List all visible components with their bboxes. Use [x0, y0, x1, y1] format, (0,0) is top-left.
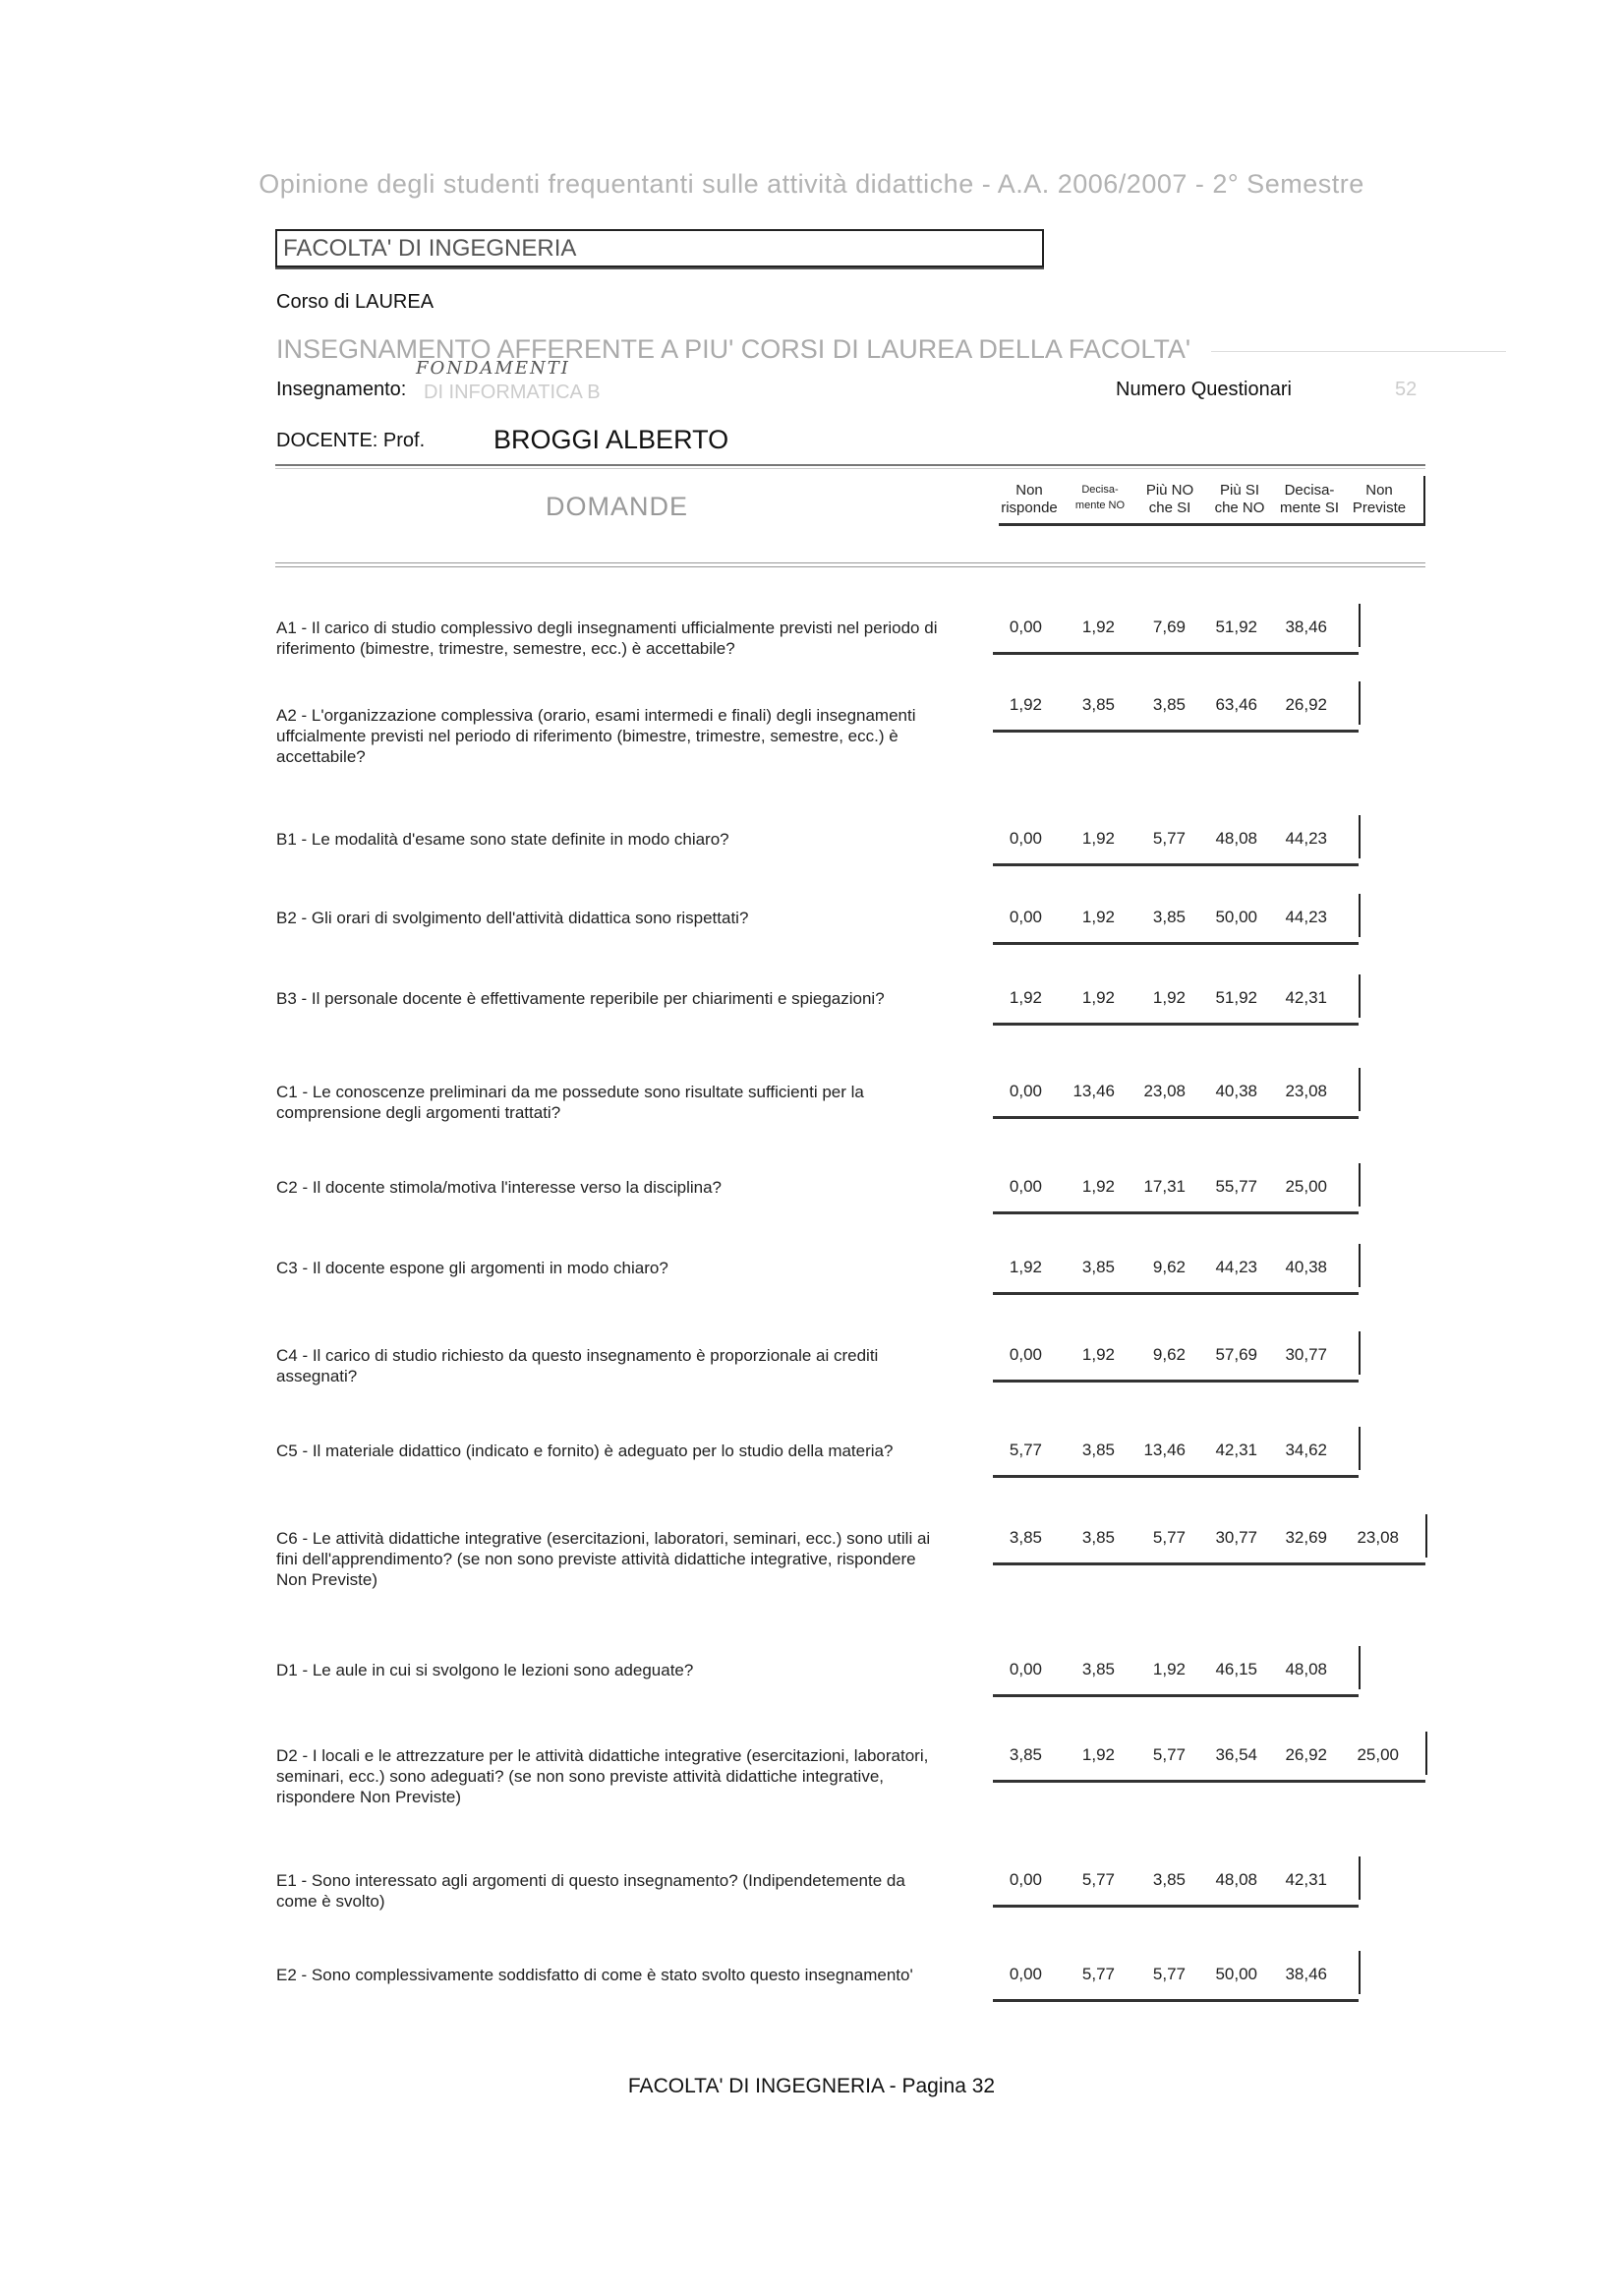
column-header-line2: mente NO: [1074, 500, 1126, 511]
value-cell: 42,31: [1215, 1441, 1257, 1459]
value-cell: 38,46: [1285, 618, 1327, 636]
insegnamento-handwritten-note: FONDAMENTI: [416, 358, 570, 379]
value-cell: 40,38: [1215, 1082, 1257, 1100]
table-row-values: [993, 681, 1361, 725]
value-cell: 38,46: [1285, 1965, 1327, 1983]
value-cell: 1,92: [1009, 1258, 1042, 1276]
value-cell: 25,00: [1357, 1745, 1399, 1764]
column-header-line1: Più NO: [1145, 482, 1194, 499]
question-text: A1 - Il carico di studio complessivo degli insegnamenti ufficialmente previsti nel periodo di riferimento (bimestre, trimestre, semestre, ecc.) è accettabile?: [276, 618, 938, 658]
table-row-values: [993, 815, 1361, 858]
column-header-line1: Non: [1015, 482, 1043, 499]
value-cell: 1,92: [1081, 618, 1115, 636]
value-cell: 5,77: [1152, 1745, 1186, 1764]
value-cell: 3,85: [1081, 695, 1115, 714]
value-cell: 46,15: [1215, 1660, 1257, 1678]
column-header: [1343, 482, 1416, 517]
value-cell: 0,00: [1009, 1345, 1042, 1364]
value-cell: 57,69: [1215, 1345, 1257, 1364]
question-text: B2 - Gli orari di svolgimento dell'attività didattica sono rispettati?: [276, 909, 749, 927]
value-cell: 1,92: [1081, 829, 1115, 848]
value-cell: 36,54: [1215, 1745, 1257, 1764]
value-cell: 42,31: [1285, 988, 1327, 1007]
table-row-values: [993, 1331, 1361, 1375]
value-cell: 30,77: [1215, 1528, 1257, 1547]
value-cell: 1,92: [1081, 1345, 1115, 1364]
row-underline: [993, 942, 1359, 945]
column-header-line2: Previste: [1352, 500, 1407, 516]
value-cell: 3,85: [1152, 908, 1186, 926]
table-row-values: [993, 1427, 1361, 1470]
column-header-line2: che NO: [1214, 500, 1265, 516]
table-row-values: [993, 1646, 1361, 1689]
value-cell: 1,92: [1009, 988, 1042, 1007]
row-underline: [993, 1562, 1425, 1565]
column-header: [1064, 482, 1136, 513]
column-header: [1133, 482, 1206, 517]
value-cell: 0,00: [1009, 1177, 1042, 1196]
faculty-box: [275, 229, 1044, 267]
divider: [275, 464, 1425, 466]
value-cell: 9,62: [1152, 1345, 1186, 1364]
value-cell: 17,31: [1143, 1177, 1186, 1196]
question-text: C2 - Il docente stimola/motiva l'interesse verso la disciplina?: [276, 1178, 722, 1197]
table-row-values: [993, 1244, 1361, 1287]
question-text: D1 - Le aule in cui si svolgono le lezioni sono adeguate?: [276, 1661, 694, 1679]
corso-label: Corso di LAUREA: [276, 291, 435, 313]
value-cell: 0,00: [1009, 829, 1042, 848]
row-underline: [993, 1999, 1359, 2002]
question-text: C5 - Il materiale didattico (indicato e fornito) è adeguato per lo studio della materia?: [276, 1442, 894, 1460]
value-cell: 3,85: [1009, 1528, 1042, 1547]
value-cell: 0,00: [1009, 908, 1042, 926]
question-text: C4 - Il carico di studio richiesto da questo insegnamento è proporzionale ai crediti assegnati?: [276, 1346, 879, 1385]
value-cell: 5,77: [1152, 1965, 1186, 1983]
value-cell: 3,85: [1081, 1528, 1115, 1547]
value-cell: 23,08: [1285, 1082, 1327, 1100]
value-cell: 44,23: [1285, 829, 1327, 848]
table-row-values: [993, 1514, 1427, 1558]
value-cell: 42,31: [1285, 1870, 1327, 1889]
question-text: E1 - Sono interessato agli argomenti di questo insegnamento? (Indipendetemente da come è svolto): [276, 1871, 905, 1911]
value-cell: 48,08: [1215, 829, 1257, 848]
table-row-values: [993, 894, 1361, 937]
value-cell: 34,62: [1285, 1441, 1327, 1459]
divider: [1211, 351, 1506, 352]
divider: [275, 562, 1425, 567]
value-cell: 26,92: [1285, 1745, 1327, 1764]
value-cell: 44,23: [1215, 1258, 1257, 1276]
survey-title: Opinione degli studenti frequentanti sulle attività didattiche - A.A. 2006/2007 - 2° Semestre: [259, 169, 1364, 199]
value-cell: 48,08: [1285, 1660, 1327, 1678]
value-cell: 3,85: [1081, 1660, 1115, 1678]
value-cell: 5,77: [1009, 1441, 1042, 1459]
table-row-values: [993, 604, 1361, 647]
row-underline: [993, 863, 1359, 866]
row-underline: [993, 1023, 1359, 1026]
row-underline: [993, 1905, 1359, 1908]
divider: [275, 468, 1425, 469]
table-row-values: [993, 1856, 1361, 1900]
value-cell: 48,08: [1215, 1870, 1257, 1889]
value-cell: 3,85: [1009, 1745, 1042, 1764]
value-cell: 0,00: [1009, 1082, 1042, 1100]
column-header-line1: Decisa-: [1284, 482, 1335, 499]
row-underline: [993, 1292, 1359, 1295]
value-cell: 23,08: [1357, 1528, 1399, 1547]
value-cell: 40,38: [1285, 1258, 1327, 1276]
row-underline: [993, 1211, 1359, 1214]
value-cell: 63,46: [1215, 695, 1257, 714]
value-cell: 32,69: [1285, 1528, 1327, 1547]
value-cell: 1,92: [1081, 908, 1115, 926]
docente-name: BROGGI ALBERTO: [493, 425, 729, 454]
row-underline: [993, 1475, 1359, 1478]
value-cell: 44,23: [1285, 908, 1327, 926]
table-row-values: [993, 1732, 1427, 1775]
column-header-line2: che SI: [1148, 500, 1191, 516]
row-underline: [993, 652, 1359, 655]
page-footer: FACOLTA' DI INGEGNERIA - Pagina 32: [627, 2075, 996, 2097]
value-cell: 0,00: [1009, 1870, 1042, 1889]
table-row-values: [993, 1163, 1361, 1207]
value-cell: 1,92: [1081, 1745, 1115, 1764]
value-cell: 7,69: [1152, 618, 1186, 636]
table-row-values: [993, 1068, 1361, 1111]
value-cell: 50,00: [1215, 908, 1257, 926]
row-underline: [993, 1694, 1359, 1697]
column-header-line1: Più SI: [1219, 482, 1260, 499]
insegnamento-heading: INSEGNAMENTO AFFERENTE A PIU' CORSI DI LAUREA DELLA FACOLTA': [276, 334, 1191, 364]
question-text: D2 - I locali e le attrezzature per le attività didattiche integrative (esercitazioni, laboratori, seminari, ecc.) sono adeguati? (se non sono previste attività didattiche integrative, rispondere Non Previste): [276, 1746, 929, 1806]
question-text: C6 - Le attività didattiche integrative (esercitazioni, laboratori, seminari, ecc.) sono utili ai fini dell'apprendimento? (se non sono previste attività didattiche integrative, rispondere Non Previste): [276, 1529, 931, 1589]
value-cell: 5,77: [1152, 829, 1186, 848]
value-cell: 1,92: [1081, 1177, 1115, 1196]
column-header-line2: mente SI: [1279, 500, 1340, 516]
numero-questionari-value: 52: [1395, 379, 1418, 400]
value-cell: 3,85: [1081, 1441, 1115, 1459]
column-header: [1203, 482, 1276, 517]
value-cell: 0,00: [1009, 1965, 1042, 1983]
value-cell: 9,62: [1152, 1258, 1186, 1276]
value-cell: 3,85: [1081, 1258, 1115, 1276]
value-cell: 5,77: [1152, 1528, 1186, 1547]
value-cell: 0,00: [1009, 618, 1042, 636]
question-text: C1 - Le conoscenze preliminari da me possedute sono risultate sufficienti per la comprensione degli argomenti trattati?: [276, 1083, 864, 1122]
value-cell: 1,92: [1081, 988, 1115, 1007]
column-header: [1273, 482, 1346, 517]
value-cell: 5,77: [1081, 1870, 1115, 1889]
row-underline: [993, 1780, 1425, 1783]
row-underline: [993, 730, 1359, 733]
column-header-line2: risponde: [1001, 500, 1058, 516]
question-text: B1 - Le modalità d'esame sono state definite in modo chiaro?: [276, 830, 729, 849]
question-text: E2 - Sono complessivamente soddisfatto di come è stato svolto questo insegnamento': [276, 1966, 913, 1984]
value-cell: 13,46: [1072, 1082, 1115, 1100]
column-header: [993, 482, 1066, 517]
value-cell: 23,08: [1143, 1082, 1186, 1100]
value-cell: 25,00: [1285, 1177, 1327, 1196]
row-underline: [993, 1116, 1359, 1119]
questions-header: DOMANDE: [546, 492, 689, 521]
value-cell: 55,77: [1215, 1177, 1257, 1196]
column-header-line1: Non: [1365, 482, 1393, 499]
column-header-line1: Decisa-: [1081, 484, 1119, 496]
value-cell: 26,92: [1285, 695, 1327, 714]
value-cell: 13,46: [1143, 1441, 1186, 1459]
numero-questionari-label: Numero Questionari: [1116, 379, 1292, 400]
value-cell: 51,92: [1215, 988, 1257, 1007]
value-cell: 5,77: [1081, 1965, 1115, 1983]
table-row-values: [993, 974, 1361, 1018]
faculty-name: FACOLTA' DI INGEGNERIA: [283, 235, 577, 262]
question-text: B3 - Il personale docente è effettivamente reperibile per chiarimenti e spiegazioni?: [276, 989, 885, 1008]
docente-label: DOCENTE: Prof.: [276, 430, 426, 451]
question-text: C3 - Il docente espone gli argomenti in modo chiaro?: [276, 1259, 668, 1277]
value-cell: 50,00: [1215, 1965, 1257, 1983]
value-cell: 1,92: [1152, 988, 1186, 1007]
value-cell: 51,92: [1215, 618, 1257, 636]
value-cell: 3,85: [1152, 695, 1186, 714]
value-cell: 30,77: [1285, 1345, 1327, 1364]
value-cell: 1,92: [1152, 1660, 1186, 1678]
value-cell: 3,85: [1152, 1870, 1186, 1889]
insegnamento-value: DI INFORMATICA B: [424, 382, 601, 403]
insegnamento-label: Insegnamento:: [276, 379, 407, 400]
question-text: A2 - L'organizzazione complessiva (orario, esami intermedi e finali) degli insegnamenti uffcialmente previsti nel periodo di riferimento (bimestre, trimestre, semestre, ecc.) è accettabile?: [276, 706, 916, 766]
value-cell: 0,00: [1009, 1660, 1042, 1678]
value-cell: 1,92: [1009, 695, 1042, 714]
row-underline: [993, 1380, 1359, 1383]
table-row-values: [993, 1951, 1361, 1994]
